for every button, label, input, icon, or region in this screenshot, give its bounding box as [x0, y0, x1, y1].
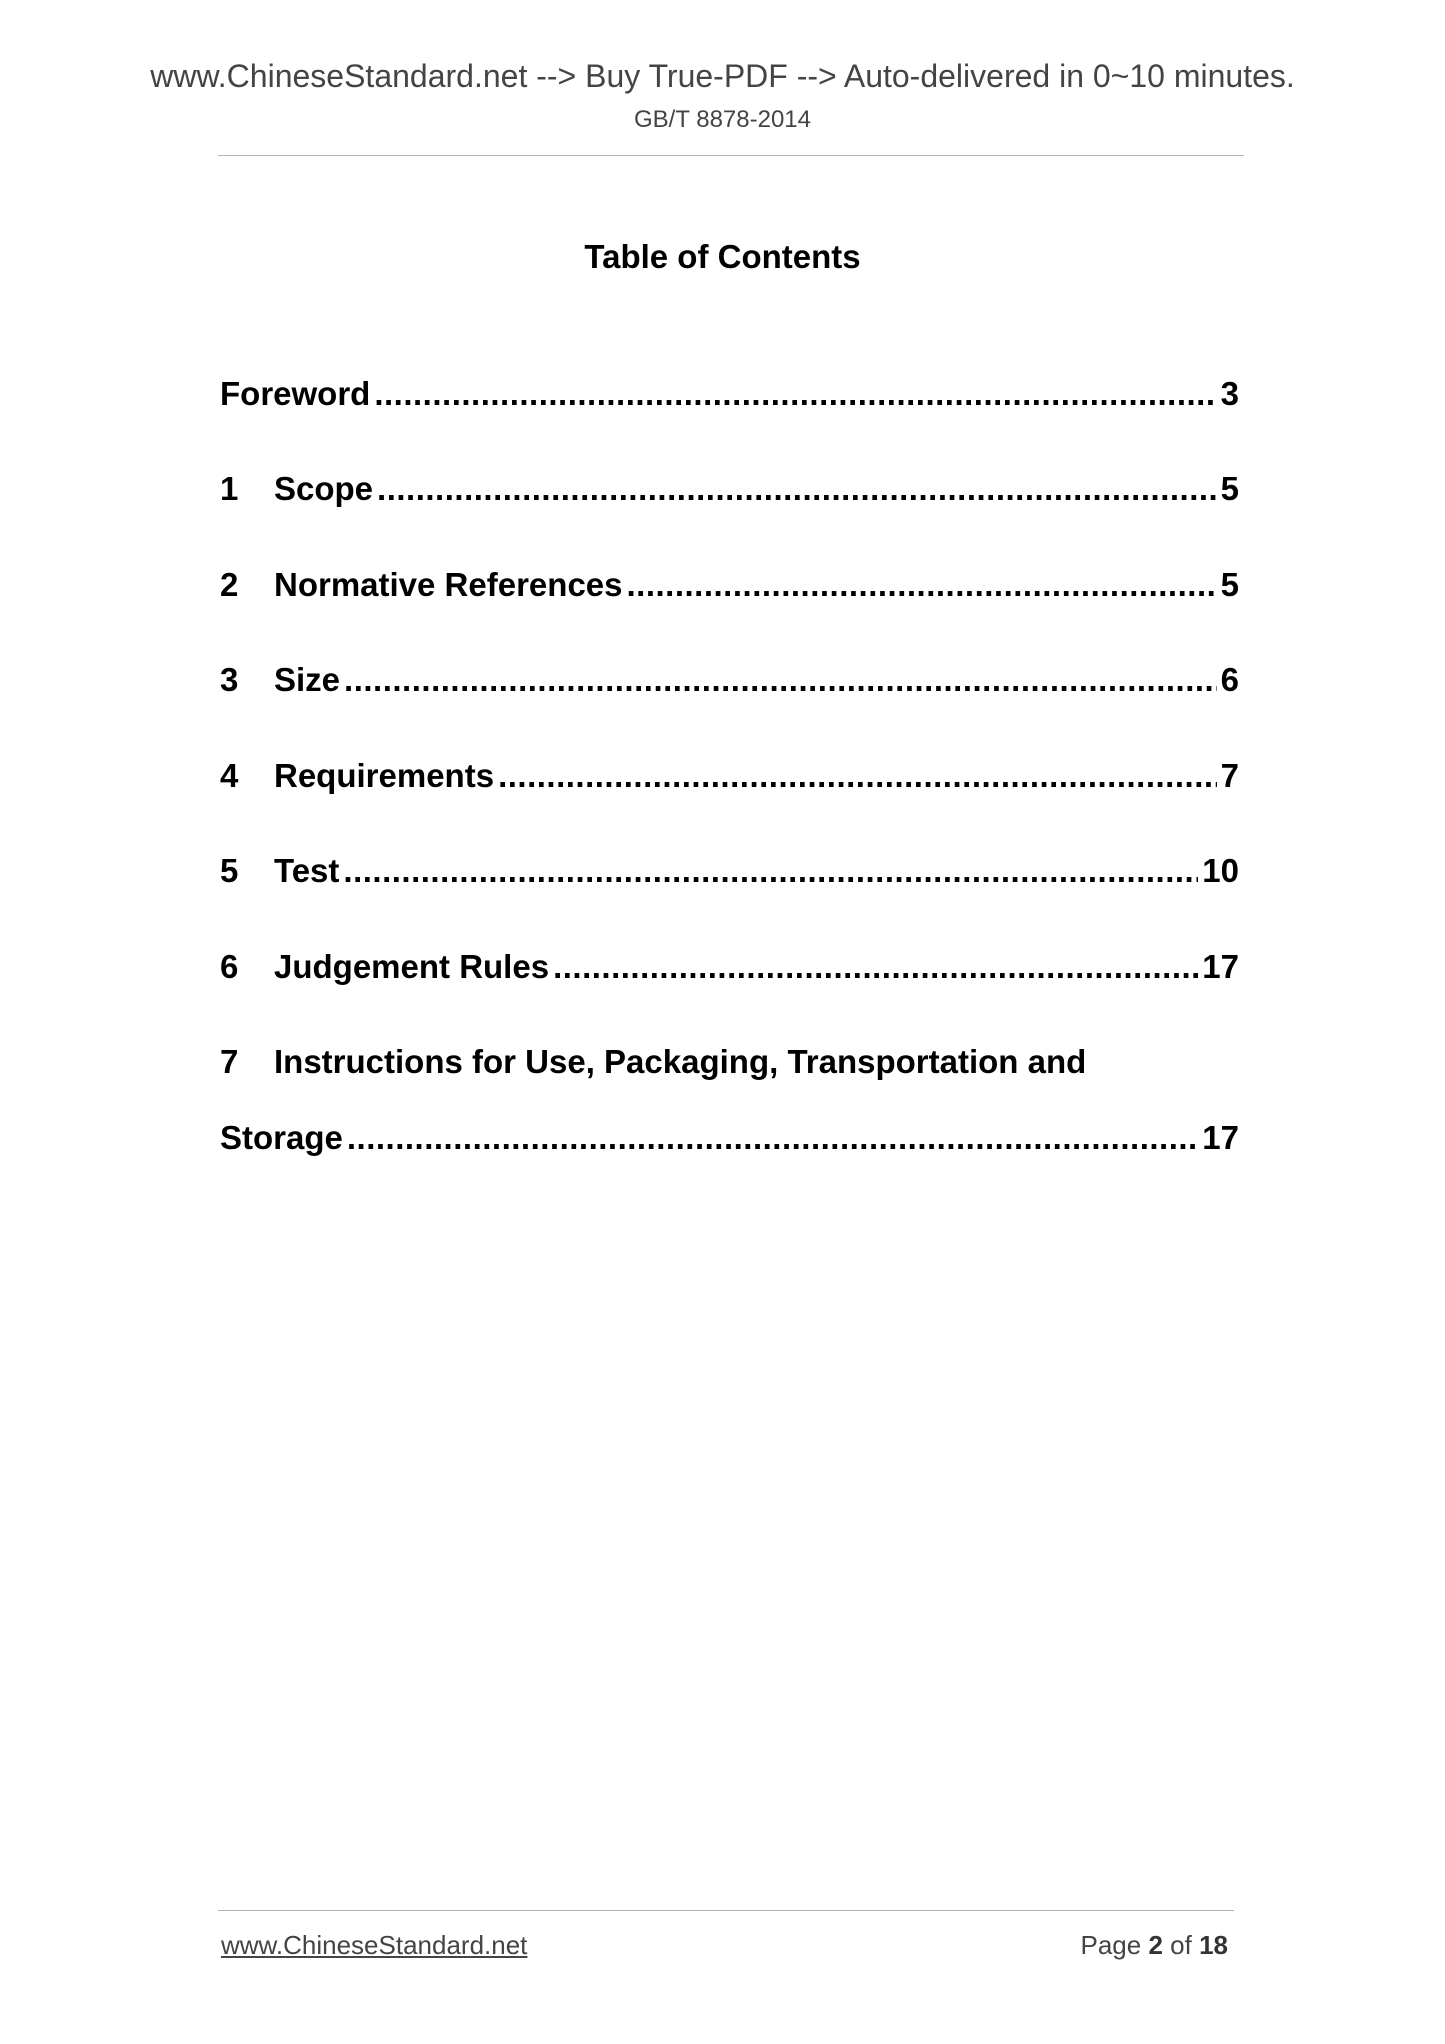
toc-entry-requirements[interactable]: [220, 754, 1239, 798]
toc-leader-dots: [344, 658, 1217, 702]
toc-entry-page: 17: [1202, 948, 1239, 985]
toc-entry-label: Storage: [220, 1119, 343, 1156]
document-code: GB/T 8878-2014: [633, 106, 811, 133]
page-total: 18: [1199, 1930, 1228, 1960]
footer-divider: [218, 1910, 1234, 1911]
toc-leader-dots: [347, 1116, 1198, 1160]
header-divider: [218, 155, 1244, 156]
page-indicator: [1080, 1930, 1228, 1961]
toc-entry-foreword[interactable]: [220, 372, 1239, 416]
toc-leader-dots: [627, 563, 1217, 607]
toc-entry-number: 7: [220, 1043, 239, 1080]
page-of: of: [1170, 1930, 1192, 1960]
toc-leader-dots: [553, 945, 1198, 989]
toc-entry-page: 7: [1220, 757, 1239, 794]
toc-entry-number: 6: [220, 948, 239, 985]
toc-entry-instructions-line1[interactable]: [220, 1040, 1086, 1084]
page-prefix: Page: [1080, 1930, 1142, 1960]
toc-entry-page: 17: [1202, 1119, 1239, 1156]
toc-title: Table of Contents: [584, 238, 861, 275]
toc-entry-page: 6: [1220, 661, 1239, 698]
toc-entry-page: 3: [1220, 375, 1239, 412]
toc-entry-number: 4: [220, 757, 239, 794]
toc-leader-dots: [377, 467, 1217, 511]
toc-entry-label: Foreword: [220, 375, 371, 412]
toc-entry-label: Instructions for Use, Packaging, Transportation and: [274, 1043, 1087, 1080]
toc-entry-label: Size: [274, 661, 341, 698]
toc-leader-dots: [343, 849, 1198, 893]
toc-entry-page: 10: [1202, 852, 1239, 889]
toc-entry-page: 5: [1220, 470, 1239, 507]
toc-entry-instructions-line2[interactable]: [220, 1116, 1239, 1160]
toc-entry-scope[interactable]: [220, 467, 1239, 511]
toc-entry-number: 1: [220, 470, 239, 507]
toc-leader-dots: [374, 372, 1216, 416]
toc-entry-label: Requirements: [274, 757, 495, 794]
toc-entry-normative-references[interactable]: [220, 563, 1239, 607]
toc-entry-number: 5: [220, 852, 239, 889]
header-banner: www.ChineseStandard.net --> Buy True-PDF --> Auto-delivered in 0~10 minutes.: [150, 58, 1295, 94]
toc-leader-dots: [498, 754, 1217, 798]
page-current: 2: [1148, 1930, 1163, 1960]
toc-entry-judgement-rules[interactable]: [220, 945, 1239, 989]
toc-entry-size[interactable]: [220, 658, 1239, 702]
toc-entry-label: Test: [274, 852, 340, 889]
toc-entry-label: Judgement Rules: [274, 948, 550, 985]
footer-site-link[interactable]: www.ChineseStandard.net: [221, 1930, 528, 1960]
toc-entry-number: 2: [220, 566, 239, 603]
toc-entry-test[interactable]: [220, 849, 1239, 893]
toc-entry-label: Scope: [274, 470, 374, 507]
toc-entry-page: 5: [1220, 566, 1239, 603]
toc-entry-number: 3: [220, 661, 239, 698]
toc-entry-label: Normative References: [274, 566, 623, 603]
